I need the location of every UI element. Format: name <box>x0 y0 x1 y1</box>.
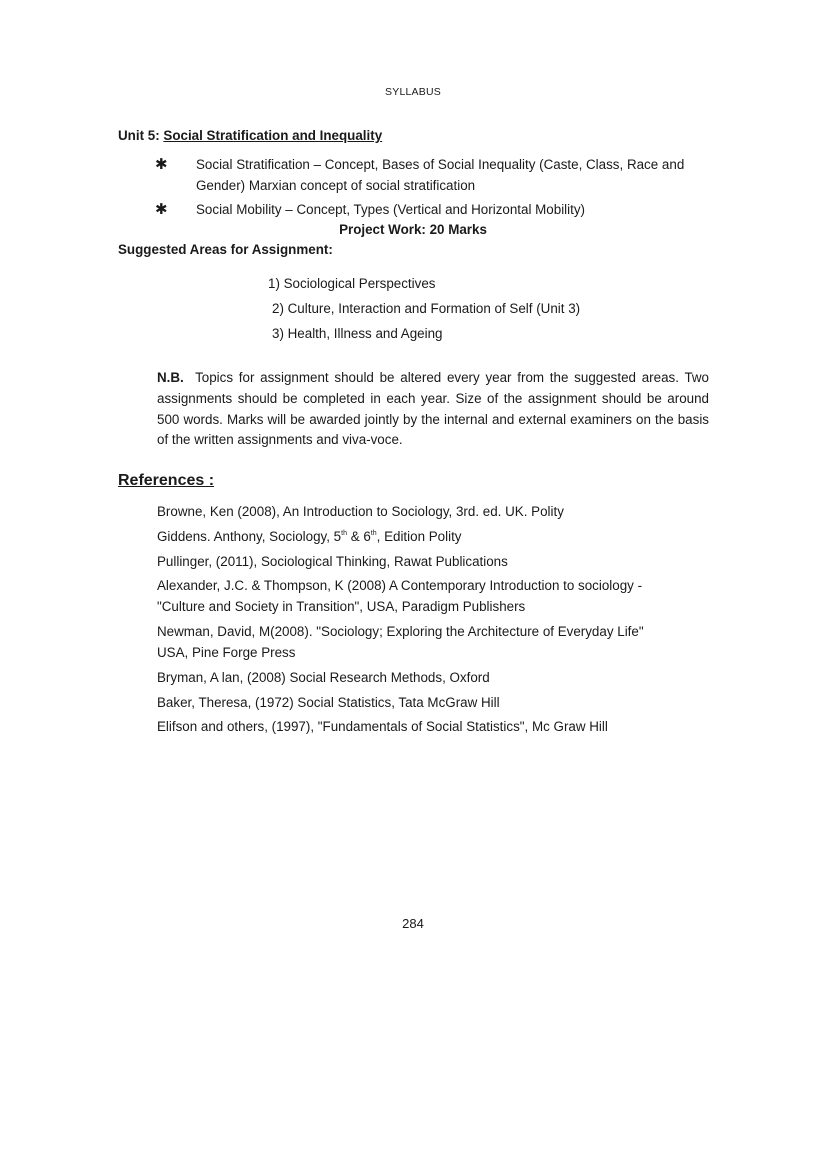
reference-line: Alexander, J.C. & Thompson, K (2008) A Contemporary Introduction to sociology - <box>157 578 643 593</box>
reference-line: "Culture and Society in Transition", USA, Paradigm Publishers <box>157 599 526 614</box>
reference-item: Bryman, A lan, (2008) Social Research Methods, Oxford <box>157 670 490 685</box>
asterisk-bullet-icon: ✱ <box>155 156 168 173</box>
project-work-heading: Project Work: 20 Marks <box>339 222 487 237</box>
bullet-line: Social Stratification – Concept, Bases of Social Inequality (Caste, Class, Race and <box>196 157 685 172</box>
bullet-line: Gender) Marxian concept of social stratification <box>196 178 476 193</box>
running-header: SYLLABUS <box>385 86 441 98</box>
page-number: 284 <box>402 916 424 931</box>
unit-title: Social Stratification and Inequality <box>163 128 383 143</box>
asterisk-bullet-icon: ✱ <box>155 201 168 218</box>
unit-label: Unit 5: <box>118 128 164 143</box>
assignment-area: 1) Sociological Perspectives <box>268 276 436 291</box>
reference-text: Giddens. Anthony, Sociology, 5 <box>157 529 342 544</box>
bullet-text <box>196 199 711 220</box>
suggested-areas-heading: Suggested Areas for Assignment: <box>118 242 333 257</box>
bullet-text <box>196 154 711 196</box>
nb-text: Topics for assignment should be altered every year from the suggested areas. Two assignments should be completed in each year. Size of the assignment should be around 500 words. Marks will be awarded jointly by the internal and external examiners on the basis of the written assignments and viva-voce. <box>157 370 710 448</box>
reference-sup: th <box>370 530 377 537</box>
reference-item: Browne, Ken (2008), An Introduction to Sociology, 3rd. ed. UK. Polity <box>157 504 564 519</box>
references-heading: References : <box>118 472 215 489</box>
reference-item <box>157 575 642 617</box>
reference-item <box>157 621 644 663</box>
assignment-area: 2) Culture, Interaction and Formation of Self (Unit 3) <box>272 301 581 316</box>
unit-heading <box>118 128 382 143</box>
reference-text: & 6 <box>346 529 371 544</box>
reference-sup: th <box>341 530 347 537</box>
reference-line: USA, Pine Forge Press <box>157 645 296 660</box>
reference-item <box>157 526 462 547</box>
reference-line: Newman, David, M(2008). "Sociology; Exploring the Architecture of Everyday Life" <box>157 624 644 639</box>
reference-item: Elifson and others, (1997), "Fundamentals of Social Statistics", Mc Graw Hill <box>157 719 608 734</box>
reference-item: Pullinger, (2011), Sociological Thinking, Rawat Publications <box>157 554 508 569</box>
assignment-area: 3) Health, Illness and Ageing <box>272 326 443 341</box>
nb-note <box>157 368 709 451</box>
nb-label: N.B. <box>157 370 184 385</box>
reference-text: , Edition Polity <box>376 529 462 544</box>
bullet-line: Social Mobility – Concept, Types (Vertical and Horizontal Mobility) <box>196 202 585 217</box>
reference-item: Baker, Theresa, (1972) Social Statistics, Tata McGraw Hill <box>157 695 500 710</box>
